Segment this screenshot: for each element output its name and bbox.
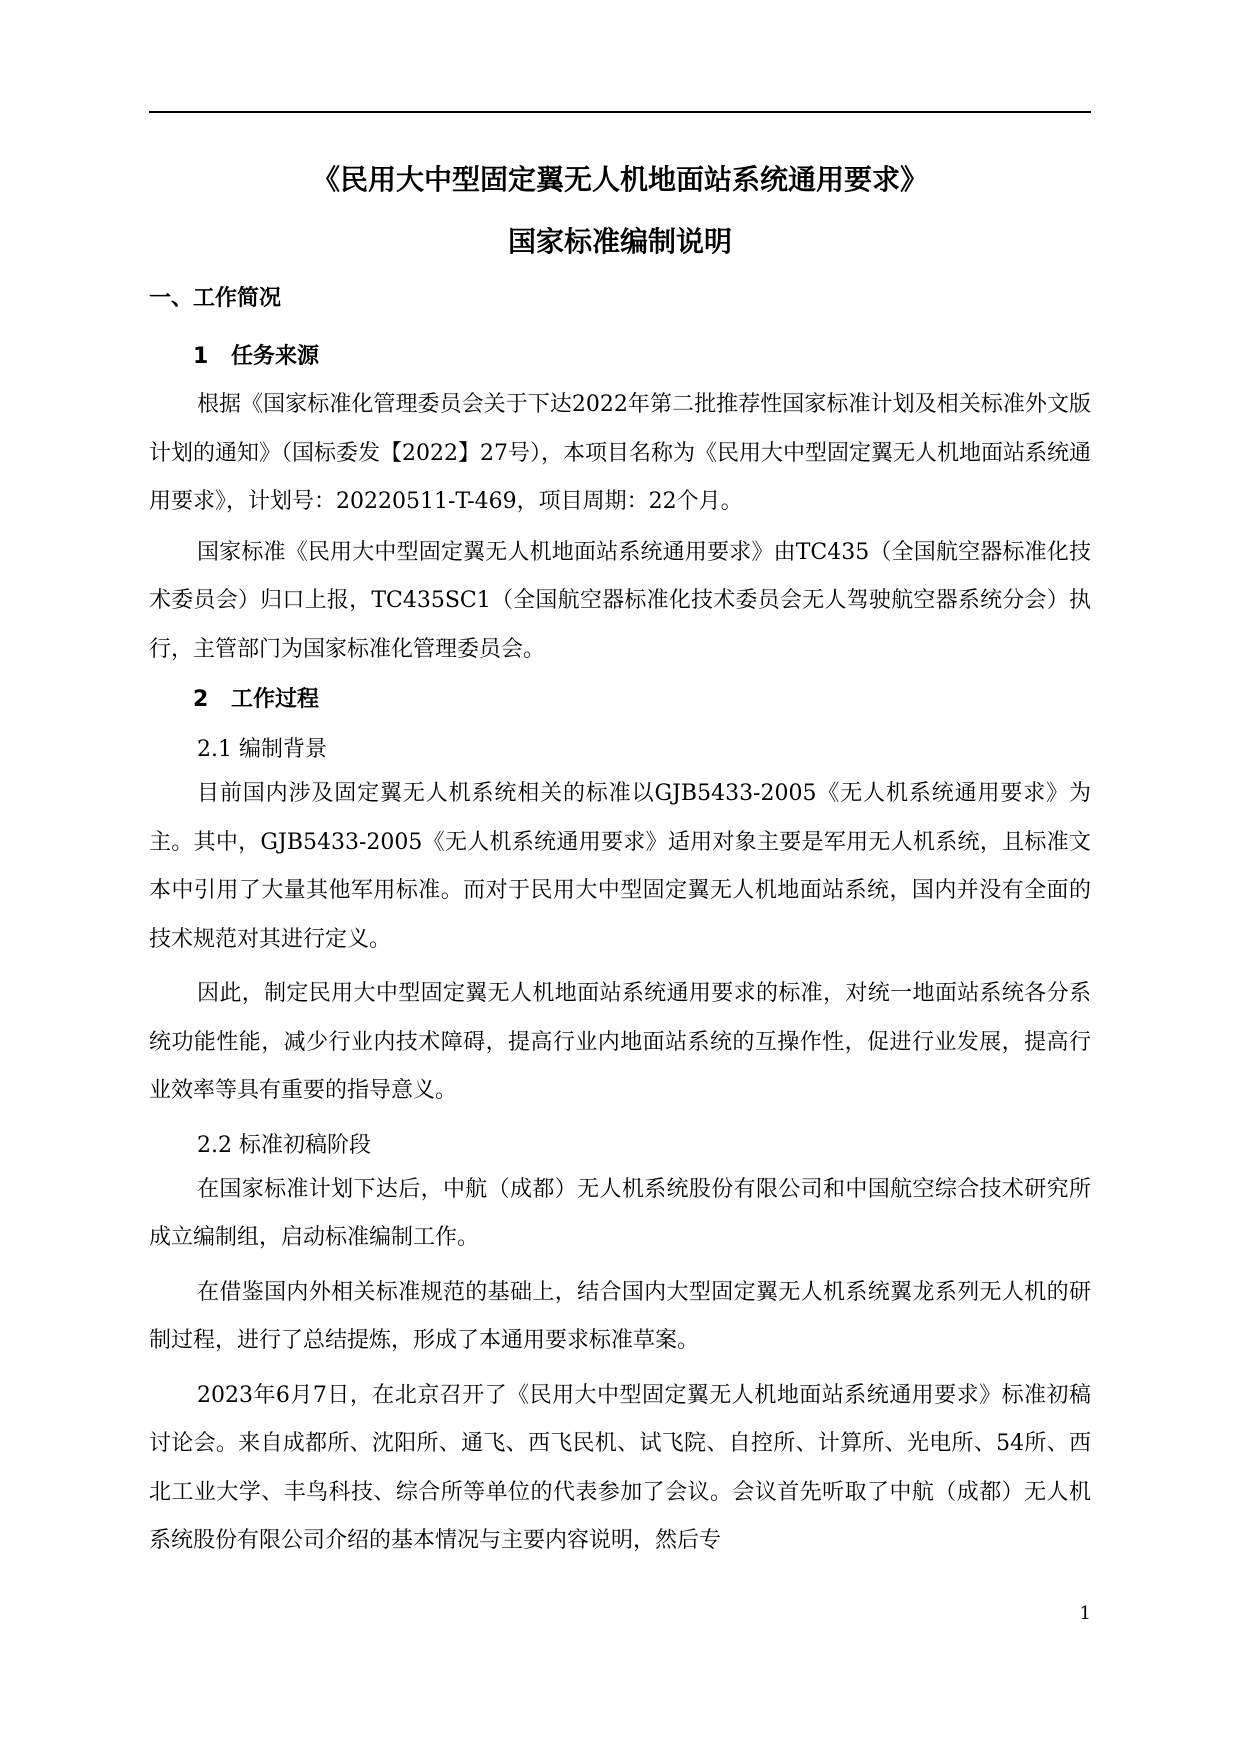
page-number: 1 xyxy=(1079,1603,1091,1624)
document-page xyxy=(149,146,1091,1566)
subsubsection-heading-draft-stage: 2.2 标准初稿阶段 xyxy=(197,1132,371,1158)
paragraph-background-1: 目前国内涉及固定翼无人机系统相关的标准以GJB5433-2005《无人机系统通用要求》为主。其中，GJB5433-2005《无人机系统通用要求》适用对象主要是军用无人机系统，且标准文本中引用了大量其他军用标准。而对于民用大中型固定翼无人机地面站系统，国内并没有全面的技术规范对其进行定义。 xyxy=(149,781,1091,952)
paragraph-task-source-2: 国家标准《民用大中型固定翼无人机地面站系统通用要求》由TC435（全国航空器标准化技术委员会）归口上报，TC435SC1（全国航空器标准化技术委员会无人驾驶航空器系统分会）执行，主管部门为国家标准化管理委员会。 xyxy=(149,539,1091,662)
subsection-heading-task-source xyxy=(193,337,1091,377)
subsection-number: 1 xyxy=(193,344,209,369)
section-heading-work-overview: 一、工作简况 xyxy=(149,286,282,311)
paragraph-draft-stage-2: 在借鉴国内外相关标准规范的基础上，结合国内大型固定翼无人机系统翼龙系列无人机的研制过程，进行了总结提炼，形成了本通用要求标准草案。 xyxy=(149,1279,1091,1353)
subsection-number: 2 xyxy=(193,687,209,712)
paragraph-draft-stage-1: 在国家标准计划下达后，中航（成都）无人机系统股份有限公司和中国航空综合技术研究所成立编制组，启动标准编制工作。 xyxy=(149,1176,1091,1250)
paragraph-background-2: 因此，制定民用大中型固定翼无人机地面站系统通用要求的标准，对统一地面站系统各分系统功能性能，减少行业内技术障碍，提高行业内地面站系统的互操作性，促进行业发展，提高行业效率等具有重要的指导意义。 xyxy=(149,981,1091,1103)
paragraph-draft-stage-3: 2023年6月7日，在北京召开了《民用大中型固定翼无人机地面站系统通用要求》标准初稿讨论会。来自成都所、沈阳所、通飞、西飞民机、试飞院、自控所、计算所、光电所、54所、西北工业大学、丰鸟科技、综合所等单位的代表参加了会议。会议首先听取了中航（成都）无人机系统股份有限公司介绍的基本情况与主要内容说明，然后专 xyxy=(149,1382,1091,1553)
document-subtitle: 国家标准编制说明 xyxy=(507,225,732,258)
document-title: 《民用大中型固定翼无人机地面站系统通用要求》 xyxy=(311,163,928,196)
subsubsection-heading-background: 2.1 编制背景 xyxy=(197,737,327,762)
subsection-label: 任务来源 xyxy=(231,344,320,369)
subsection-label: 工作过程 xyxy=(231,687,320,712)
subsection-heading-work-process xyxy=(193,680,1091,720)
paragraph-task-source-1: 根据《国家标准化管理委员会关于下达2022年第二批推荐性国家标准计划及相关标准外文版计划的通知》（国标委发【2022】27号），本项目名称为《民用大中型固定翼无人机地面站系统通用要求》，计划号：20220511-T-469，项目周期：22个月。 xyxy=(149,392,1091,514)
header-rule xyxy=(149,111,1091,113)
